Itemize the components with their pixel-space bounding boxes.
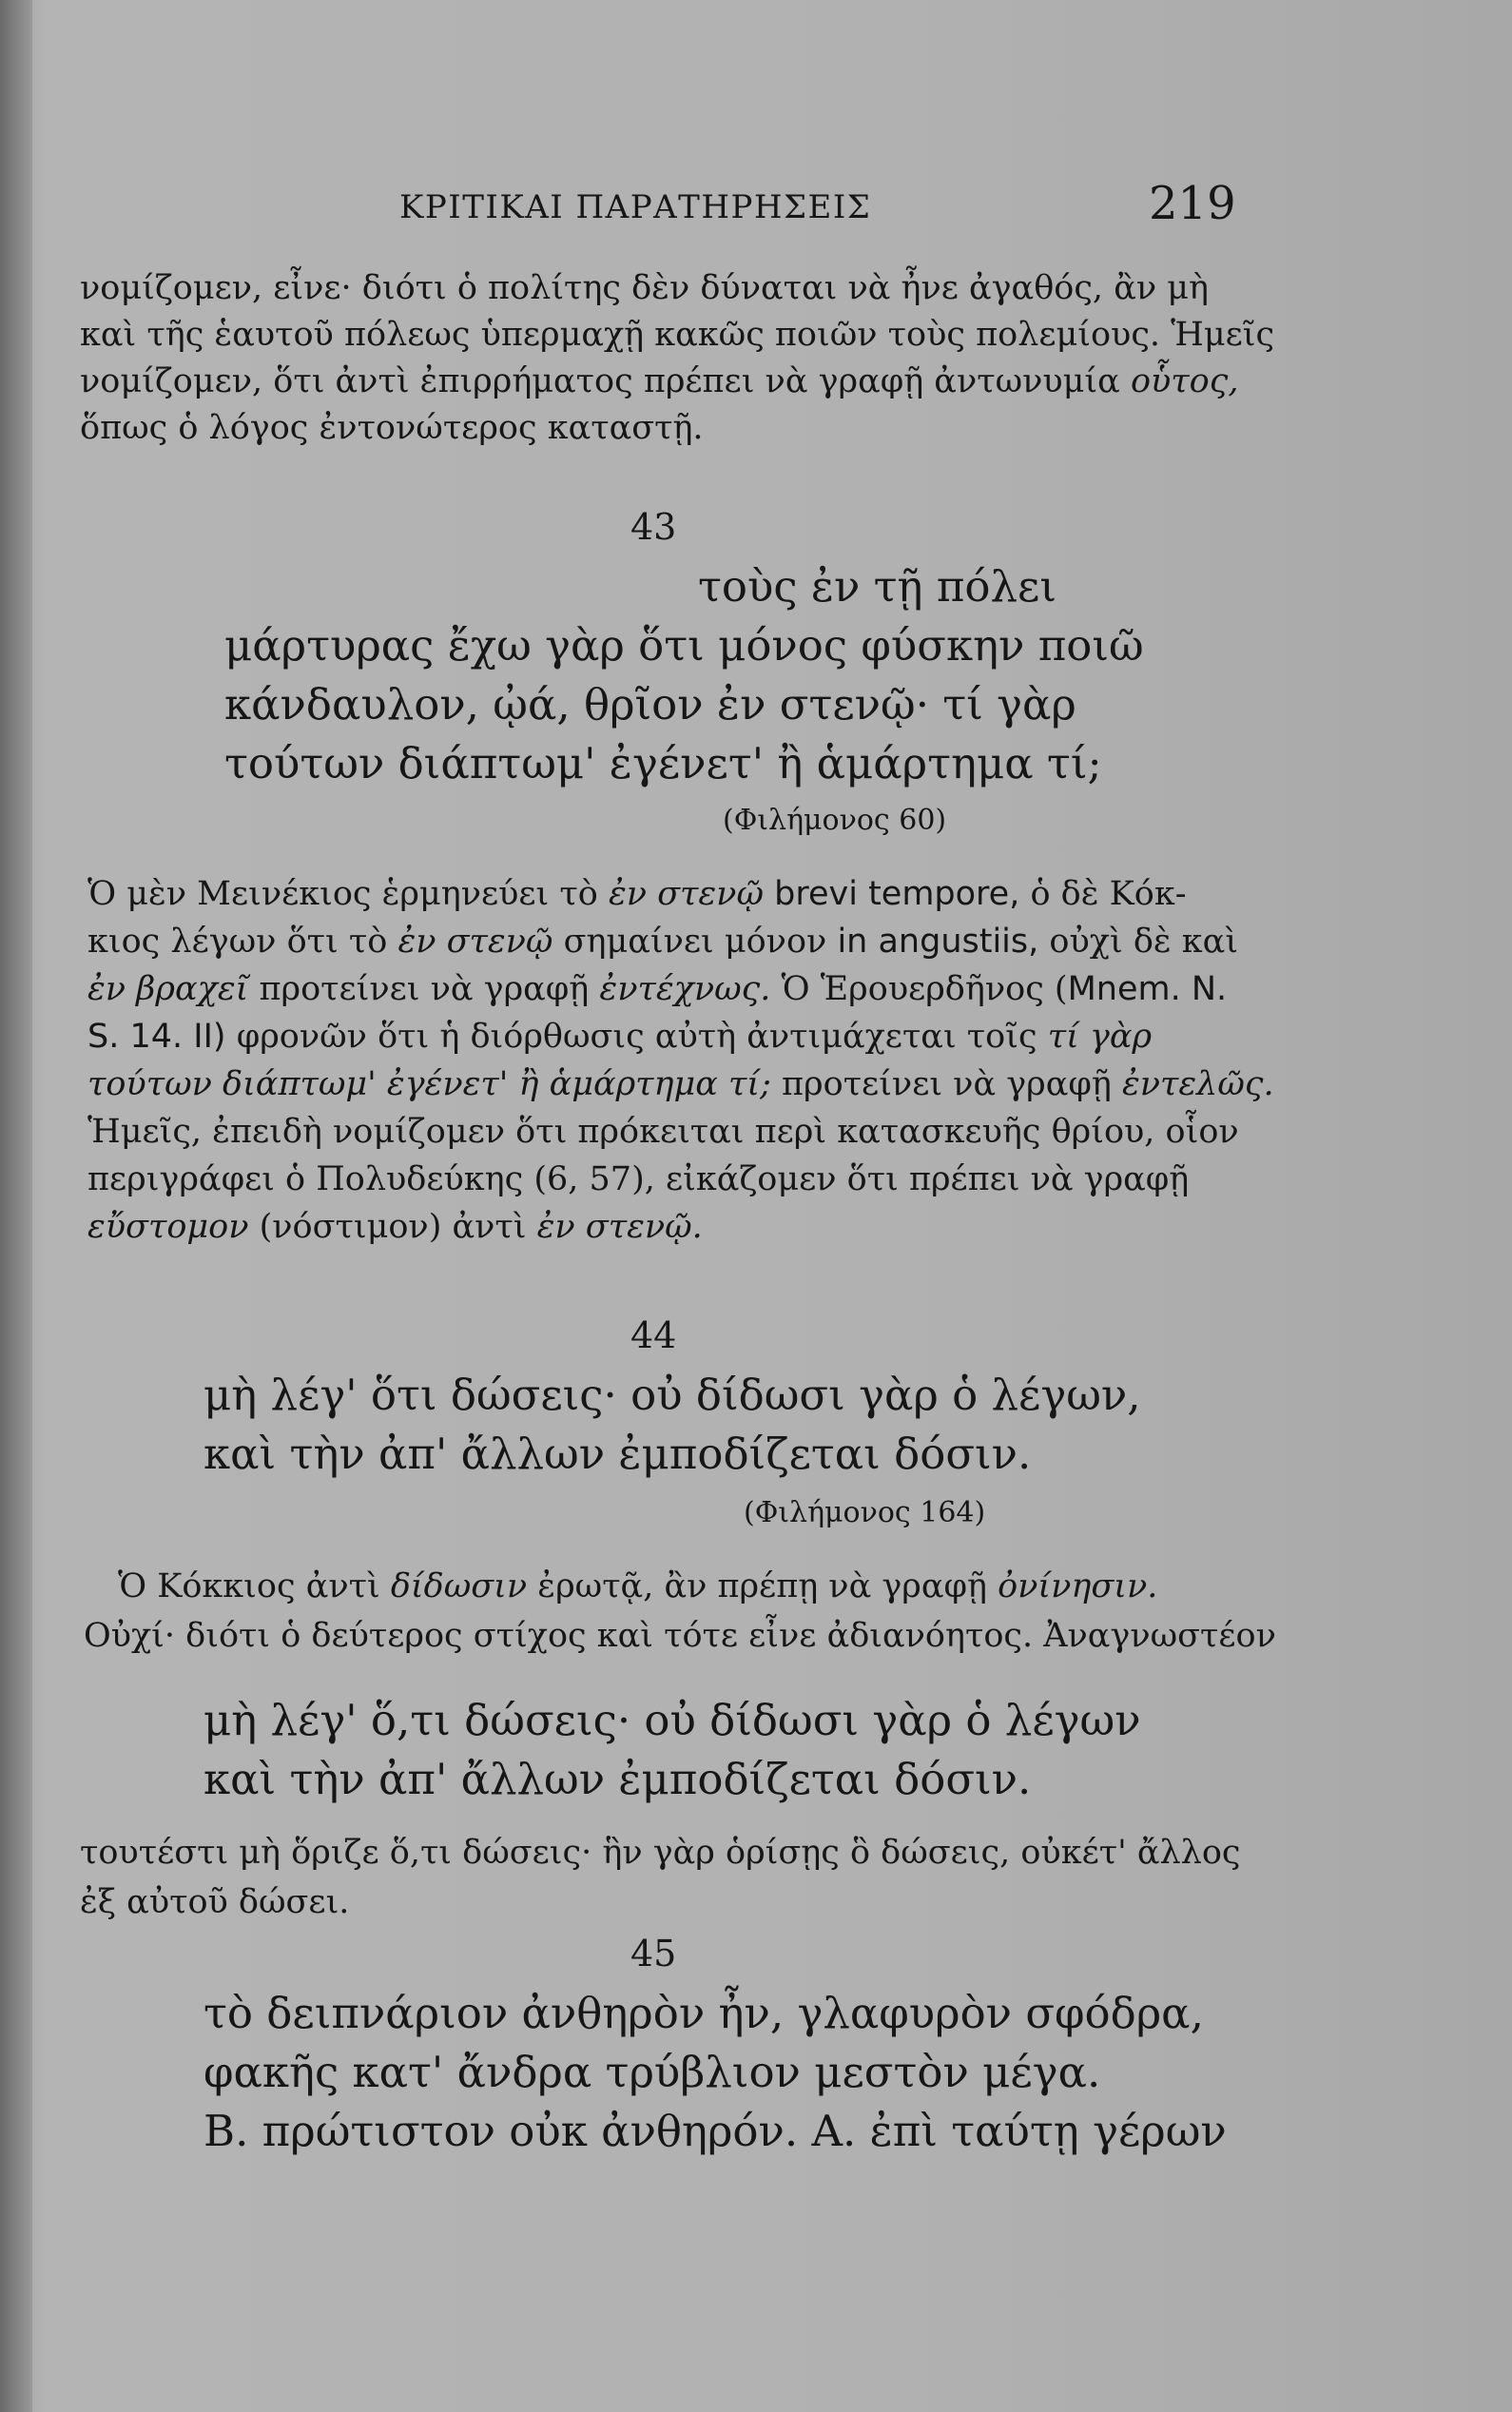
text-line: τούτων διάπτωμ' ἐγένετ' ἢ ἁμάρτημα τί; προτείνει νὰ γραφῇ ἐντελῶς. [87,1065,1274,1103]
italic-word: οὗτος, [1130,362,1239,400]
section-number: 43 [630,506,677,548]
verse-line: τὸ δειπνάριον ἀνθηρὸν ἦν, γλαφυρὸν σφόδρα, [204,1988,1204,2038]
verse-line: μάρτυρας ἔχω γὰρ ὅτι μόνος φύσκην ποιῶ [224,620,1144,671]
verse-line: μὴ λέγ' ὅ,τι δώσεις· οὐ δίδωσι γὰρ ὁ λέγων [204,1695,1141,1745]
verse-line: τοὺς ἐν τῇ πόλει [698,561,1056,612]
page-header [0,171,1512,247]
verse-line: Β. πρώτιστον οὐκ ἀνθηρόν. Α. ἐπὶ ταύτῃ γέρων [204,2106,1227,2156]
text-line: Οὐχί· διότι ὁ δεύτερος στίχος καὶ τότε εἶνε ἀδιανόητος. Ἀναγνωστέον [84,1617,1276,1655]
page-number: 219 [1149,177,1236,230]
text-line: ἐξ αὐτοῦ δώσει. [80,1883,350,1921]
text-line: καὶ τῆς ἑαυτοῦ πόλεως ὑπερμαχῇ κακῶς ποιῶν τοὺς πολεμίους. Ἡμεῖς [80,316,1275,354]
verse-line: μὴ λέγ' ὅτι δώσεις· οὐ δίδωσι γὰρ ὁ λέγων, [204,1370,1141,1420]
text-line: Ἡμεῖς, ἐπειδὴ νομίζομεν ὅτι πρόκειται περὶ κατασκευῆς θρίου, οἷον [87,1113,1239,1151]
text-line: ὅπως ὁ λόγος ἐντονώτερος καταστῇ. [80,409,704,447]
text-line: τουτέστι μὴ ὅριζε ὅ,τι δώσεις· ἣν γὰρ ὁρίσῃς ὃ δώσεις, οὐκέτ' ἄλλος [80,1834,1241,1872]
verse-line: φακῆς κατ' ἄνδρα τρύβλιον μεστὸν μέγα. [204,2047,1101,2097]
verse-line: καὶ τὴν ἀπ' ἄλλων ἐμποδίζεται δόσιν. [204,1754,1032,1804]
text-line: ἐν βραχεῖ προτείνει νὰ γραφῇ ἐντέχνως. Ὁ Ἑρουερδῆνος (Mnem. N. [87,970,1228,1008]
text-line: νομίζομεν, εἶνε· διότι ὁ πολίτης δὲν δύναται νὰ ἦνε ἀγαθός, ἂν μὴ [80,269,1209,307]
running-title: ΚΡΙΤΙΚΑΙ ΠΑΡΑΤΗΡΗΣΕΙΣ [399,188,872,226]
verse-source: (Φιλήμονος 60) [723,804,947,837]
verse-source: (Φιλήμονος 164) [744,1496,986,1529]
text-line: νομίζομεν, ὅτι ἀντὶ ἐπιρρήματος πρέπει νὰ γραφῇ ἀντωνυμία οὗτος, [80,362,1239,400]
text-line: εὔστομον (νόστιμον) ἀντὶ ἐν στενῷ. [87,1208,703,1246]
text-line: Ὁ μὲν Μεινέκιος ἑρμηνεύει τὸ ἐν στενῷ brevi tempore, ὁ δὲ Κόκ- [87,875,1187,913]
verse-line: τούτων διάπτωμ' ἐγένετ' ἢ ἁμάρτημα τί; [224,738,1102,788]
verse-line: καὶ τὴν ἀπ' ἄλλων ἐμποδίζεται δόσιν. [204,1429,1032,1479]
page-spine-shadow [0,0,32,2412]
verse-line: κάνδαυλον, ᾠά, θρῖον ἐν στενῷ· τί γὰρ [224,679,1076,729]
text-line: S. 14. II) φρονῶν ὅτι ἡ διόρθωσις αὐτὴ ἀντιμάχεται τοῖς τί γὰρ [87,1018,1153,1056]
text-line: Ὁ Κόκκιος ἀντὶ δίδωσιν ἐρωτᾷ, ἂν πρέπῃ νὰ γραφῇ ὀνίνησιν. [118,1567,1158,1605]
section-number: 44 [630,1314,677,1356]
text-line: περιγράφει ὁ Πολυδεύκης (6, 57), εἰκάζομεν ὅτι πρέπει νὰ γραφῇ [87,1160,1190,1198]
section-number: 45 [630,1933,677,1974]
text-line: κιος λέγων ὅτι τὸ ἐν στενῷ σημαίνει μόνον in angustiis, οὐχὶ δὲ καὶ [87,923,1239,961]
